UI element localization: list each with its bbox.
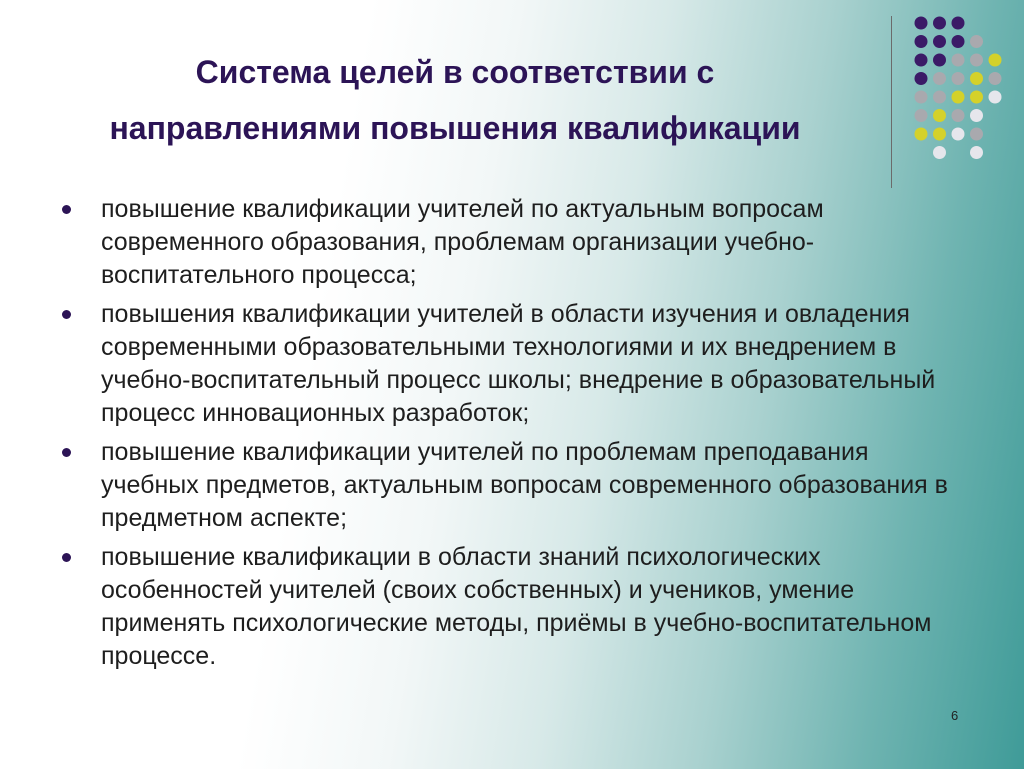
decorative-dot xyxy=(933,109,946,122)
decorative-dot xyxy=(915,109,928,122)
decorative-dot xyxy=(915,17,928,30)
bullet-list xyxy=(62,193,962,679)
decorative-dot xyxy=(970,35,983,48)
bullet-dot-icon xyxy=(62,205,71,214)
decorative-dot xyxy=(933,91,946,104)
decorative-dot xyxy=(970,91,983,104)
decorative-dot xyxy=(970,54,983,67)
bullet-dot-icon xyxy=(62,310,71,319)
bullet-text: повышение квалификации в области знаний психологических особенностей учителей (своих собственных) и учеников, умение применять психологические методы, приёмы в учебно-воспитательном процессе. xyxy=(101,543,932,670)
decorative-dot xyxy=(933,35,946,48)
decorative-dot xyxy=(952,54,965,67)
decorative-dot xyxy=(933,146,946,159)
decorative-dot xyxy=(970,109,983,122)
bullet-dot-icon xyxy=(62,553,71,562)
title-line-2: направлениями повышения квалификации xyxy=(109,110,801,146)
decorative-dot xyxy=(970,146,983,159)
decorative-dot xyxy=(915,72,928,85)
decorative-dot xyxy=(915,91,928,104)
decorative-dot xyxy=(915,35,928,48)
decorative-dot xyxy=(933,54,946,67)
decorative-dot xyxy=(933,17,946,30)
decorative-dot xyxy=(933,128,946,141)
decorative-dot xyxy=(970,128,983,141)
decorative-dot xyxy=(989,91,1002,104)
decorative-dot xyxy=(989,54,1002,67)
decorative-dot xyxy=(933,72,946,85)
decorative-dot xyxy=(952,109,965,122)
decorative-dot xyxy=(952,17,965,30)
decorative-dot xyxy=(915,128,928,141)
bullet-dot-icon xyxy=(62,448,71,457)
page-number: 6 xyxy=(951,708,959,723)
title-line-1: Система целей в соответствии с xyxy=(195,54,715,90)
bullet-text: повышение квалификации учителей по проблемам преподавания учебных предметов, актуальным вопросам современного образования в предметном аспекте; xyxy=(101,438,948,532)
decorative-dot xyxy=(952,35,965,48)
bullet-item xyxy=(62,193,962,292)
decorative-dot xyxy=(952,91,965,104)
bullet-item xyxy=(62,541,962,673)
bullet-text: повышение квалификации учителей по актуальным вопросам современного образования, проблемам организации учебно-воспитательного процесса; xyxy=(101,195,824,289)
bullet-item xyxy=(62,298,962,430)
decorative-dot xyxy=(952,72,965,85)
bullet-text: повышения квалификации учителей в области изучения и овладения современными образовательными технологиями и их внедрением в учебно-воспитательный процесс школы; внедрение в образовательный процесс инновационных разработок; xyxy=(101,300,936,427)
decorative-dot xyxy=(989,72,1002,85)
decorative-dot xyxy=(915,54,928,67)
decorative-dot xyxy=(952,128,965,141)
decorative-dot xyxy=(970,72,983,85)
decorative-divider-line xyxy=(891,16,892,188)
bullet-item xyxy=(62,436,962,535)
slide-title xyxy=(40,44,870,156)
